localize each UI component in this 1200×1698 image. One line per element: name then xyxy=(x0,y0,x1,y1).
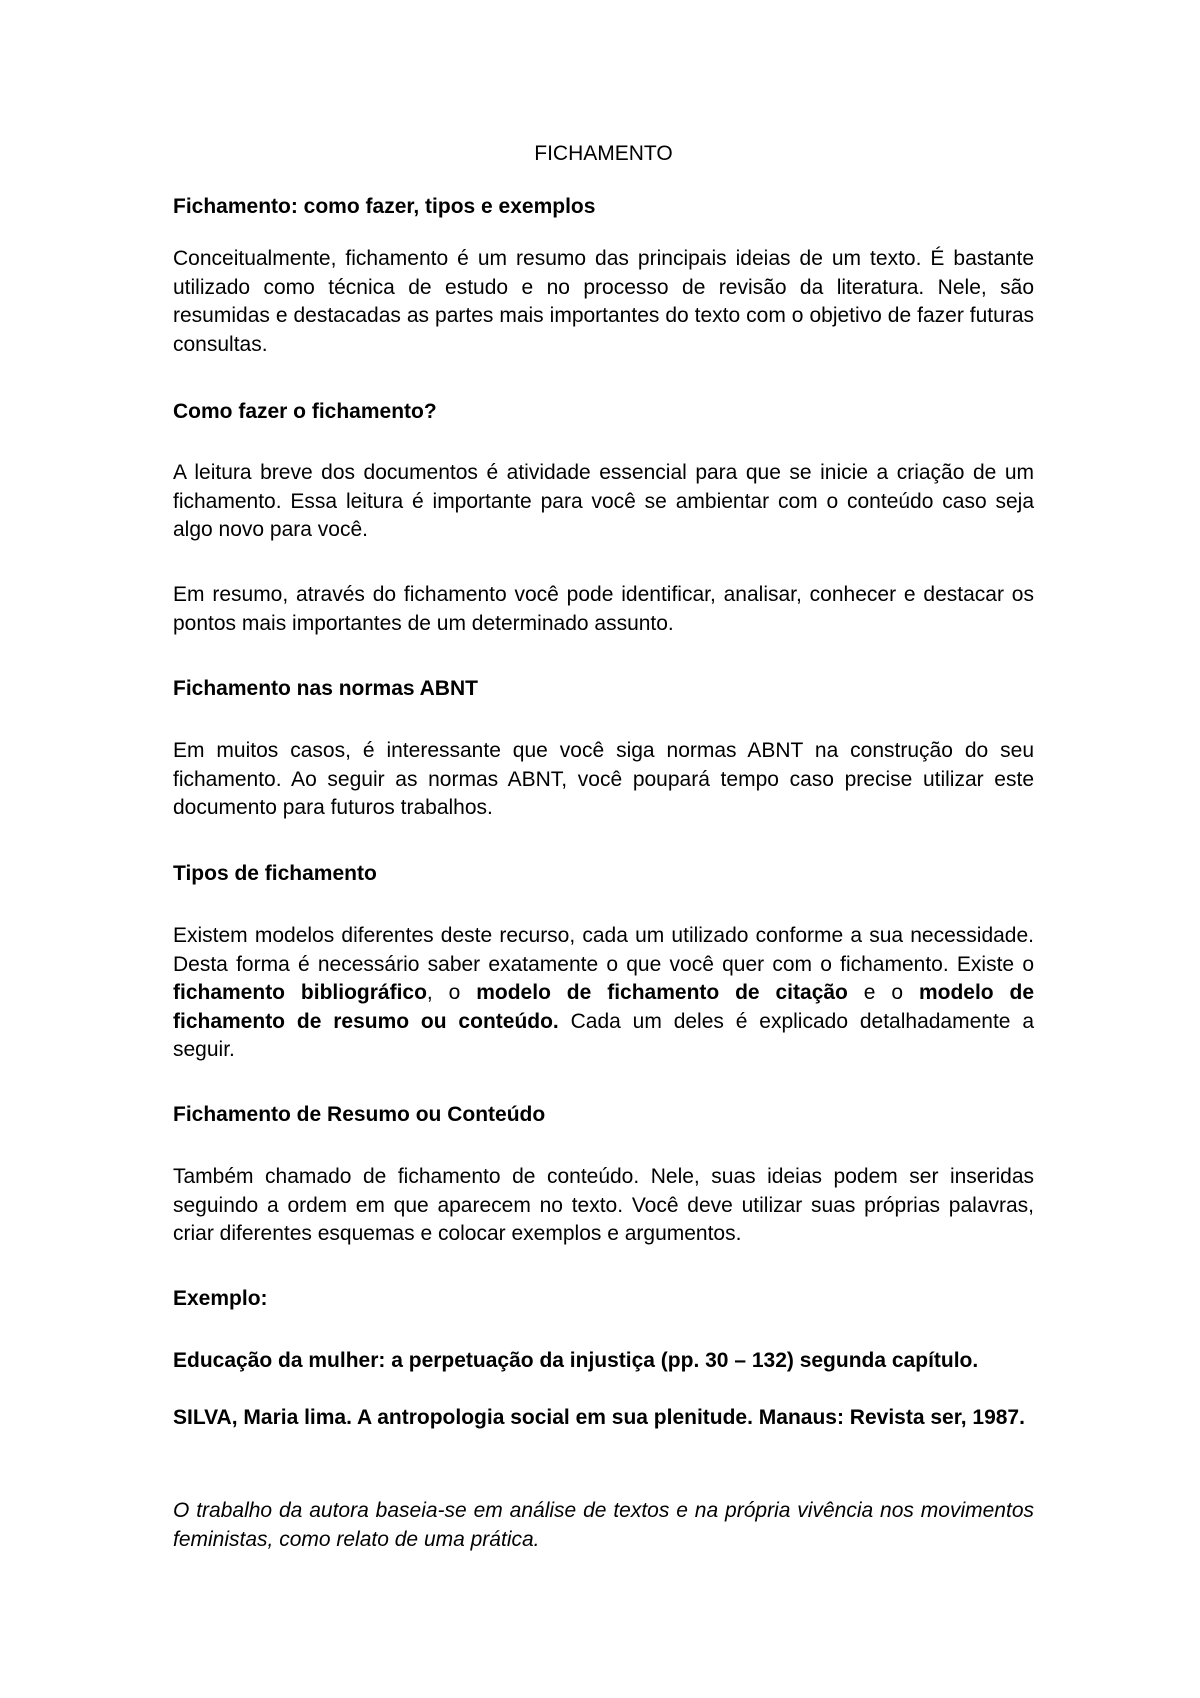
reference-citation: SILVA, Maria lima. A antropologia social em sua plenitude. Manaus: Revista ser, 1987. xyxy=(173,1406,1025,1429)
tipos-text-3: e o xyxy=(847,981,919,1004)
paragraph-abnt: Em muitos casos, é interessante que você siga normas ABNT na construção do seu fichamento. Ao seguir as normas ABNT, você poupará tempo caso precise utilizar este documento para futuros trabalhos. xyxy=(173,739,1034,819)
reference-title: Educação da mulher: a perpetuação da injustiça (pp. 30 – 132) segunda capítulo. xyxy=(173,1349,979,1372)
paragraph-leitura-breve: A leitura breve dos documentos é atividade essencial para que se inicie a criação de um fichamento. Essa leitura é importante para você se ambientar com o conteúdo caso seja algo novo para você. xyxy=(173,461,1034,541)
tipos-bold-resumo: modelo de fichamento de resumo ou conteúdo. xyxy=(173,981,1035,1033)
paragraph-em-resumo: Em resumo, através do fichamento você pode identificar, analisar, conhecer e destacar os pontos mais importantes de um determinado assunto. xyxy=(173,583,1034,635)
paragraph-conceito: Conceitualmente, fichamento é um resumo das principais ideias de um texto. É bastante utilizado como técnica de estudo e no processo de revisão da literatura. Nele, são resumidas e destacadas as partes mais importantes do texto com o objetivo de fazer futuras consultas. xyxy=(173,247,1034,356)
tipos-text-4: Cada um deles é explicado detalhadamente a seguir. xyxy=(173,1009,1034,1061)
quote-text: O trabalho da autora baseia-se em análise de textos e na própria vivência nos movimentos feministas, como relato de uma prática. xyxy=(173,1499,1034,1551)
tipos-bold-citacao: modelo de fichamento de citação xyxy=(476,981,848,1004)
tipos-bold-bibliografico: fichamento bibliográfico xyxy=(173,981,427,1004)
paragraph-resumo-conteudo: Também chamado de fichamento de conteúdo. Nele, suas ideias podem ser inseridas seguindo a ordem em que aparecem no texto. Você deve utilizar suas próprias palavras, criar diferentes esquemas e colocar exemplos e argumentos. xyxy=(173,1165,1034,1245)
heading-normas-abnt: Fichamento nas normas ABNT xyxy=(173,677,478,700)
document-title: FICHAMENTO xyxy=(534,142,673,165)
heading-resumo-conteudo: Fichamento de Resumo ou Conteúdo xyxy=(173,1103,546,1126)
heading-exemplo: Exemplo: xyxy=(173,1287,268,1310)
paragraph-tipos xyxy=(173,922,1034,1065)
heading-como-fazer-tipos-exemplos: Fichamento: como fazer, tipos e exemplos xyxy=(173,195,596,218)
tipos-text-1: Existem modelos diferentes deste recurso, cada um utilizado conforme a sua necessidade. Desta forma é necessário saber exatamente o que você quer com o fichamento. Existe o xyxy=(173,924,1034,976)
heading-tipos-fichamento: Tipos de fichamento xyxy=(173,862,377,885)
heading-como-fazer: Como fazer o fichamento? xyxy=(173,400,437,423)
tipos-text-2: , o xyxy=(426,981,477,1004)
